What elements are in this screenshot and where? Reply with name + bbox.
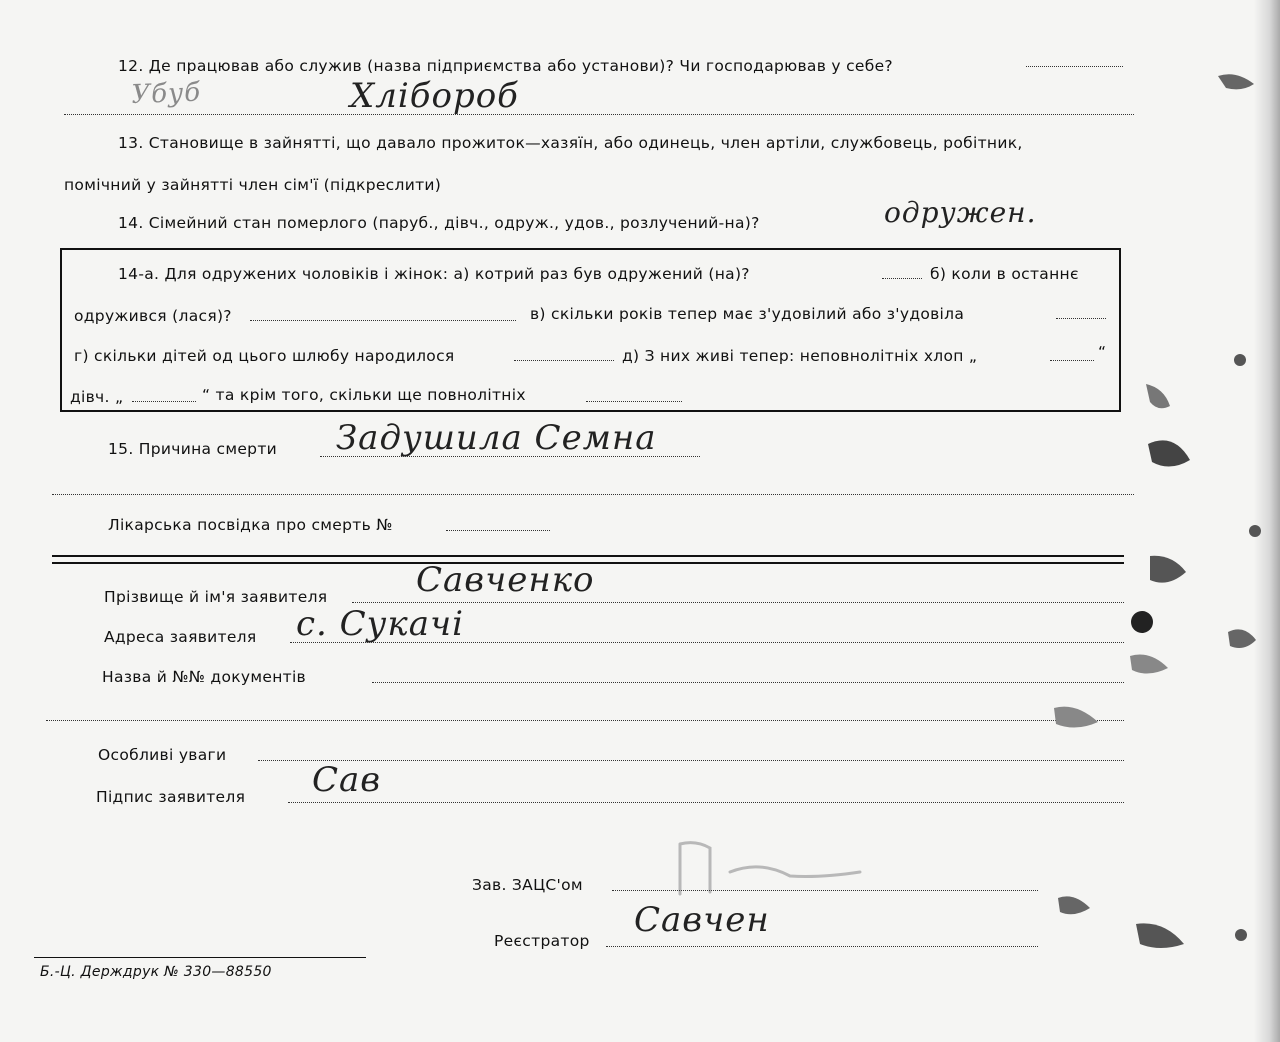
binding-damage-mark	[1240, 516, 1270, 546]
q15-answer-handwriting: Задушила Семна	[336, 418, 657, 458]
applicant-signature-handwriting: Сав	[312, 760, 382, 800]
binding-damage-mark	[1226, 920, 1256, 950]
q15-extra-line	[52, 494, 1134, 495]
q13-label-line2: помічний у зайнятті член сім'ї (підкреслити)	[64, 176, 442, 194]
q12-answer-handwriting: Хлібороб	[350, 76, 519, 116]
binding-damage-mark	[1214, 66, 1260, 96]
applicant-address-handwriting: с. Сукачі	[296, 604, 464, 644]
q12-dotted-line	[1026, 66, 1123, 67]
q14-label: 14. Сімейний стан померлого (паруб., дівч., одруж., удов., розлучений-на)?	[118, 214, 760, 232]
q14a-line4-b: “ та крім того, скільки ще повнолітніх	[202, 386, 526, 404]
q14a-line3-b: д) З них живі тепер: неповнолітніх хлоп „	[622, 347, 978, 365]
binding-damage-mark	[1130, 916, 1190, 956]
q13-label-line1: 13. Становище в зайнятті, що давало прожиток—хазяїн, або одинець, член артіли, службовець, робітник,	[118, 134, 1023, 152]
q14a-line2-dots-1	[250, 320, 516, 321]
q14a-line4-dots-1	[132, 401, 196, 402]
medical-certificate-label: Лікарська посвідка про смерть №	[108, 516, 393, 534]
printer-imprint: Б.-Ц. Держдрук № 330—88550	[40, 964, 272, 980]
q12-label: 12. Де працював або служив (назва підприємства або установи)? Чи господарював у себе?	[118, 57, 893, 75]
applicant-address-line	[290, 642, 1124, 643]
q14a-line3-c: “	[1098, 343, 1107, 361]
binding-damage-mark	[1140, 550, 1200, 596]
medical-certificate-line	[446, 530, 550, 531]
signature-label: Підпис заявителя	[96, 788, 246, 806]
binding-damage-mark	[1222, 620, 1262, 660]
registrar-signature-handwriting: Савчен	[634, 900, 770, 940]
applicant-name-handwriting: Савченко	[416, 560, 595, 600]
q15-label: 15. Причина смерти	[108, 440, 278, 458]
binding-damage-mark	[1140, 430, 1200, 480]
q14a-line4-dots-2	[586, 401, 682, 402]
notes-line	[258, 760, 1124, 761]
q14a-line2-a: одружився (лася)?	[74, 307, 232, 325]
documents-label: Назва й №№ документів	[102, 668, 306, 686]
q14-answer-handwriting: одружен.	[884, 196, 1037, 229]
binding-damage-mark	[1124, 648, 1174, 684]
footer-rule	[34, 957, 366, 958]
documents-line	[372, 682, 1124, 683]
registrar-label: Реєстратор	[494, 932, 590, 950]
q12-answer-line	[64, 114, 1134, 115]
binding-damage-mark	[1052, 890, 1096, 924]
signature-line	[288, 802, 1124, 803]
applicant-name-line	[352, 602, 1124, 603]
registrar-line	[606, 946, 1038, 947]
head-of-registry-line	[612, 890, 1038, 891]
binding-damage-mark	[1140, 378, 1184, 422]
applicant-name-label: Прізвище й ім'я заявителя	[104, 588, 328, 606]
q14a-line1-a: 14-а. Для одружених чоловіків і жінок: а) котрий раз був одружений (на)?	[118, 265, 750, 283]
notes-label: Особливі уваги	[98, 746, 227, 764]
binding-damage-mark	[1226, 346, 1256, 376]
binding-damage-mark	[1048, 700, 1104, 736]
q14a-line1-b: б) коли в останнє	[930, 265, 1079, 283]
q12-margin-handwriting: Убуб	[130, 77, 202, 110]
q14a-line3-a: г) скільки дітей од цього шлюбу народилося	[74, 347, 455, 365]
section-divider-top	[52, 555, 1124, 557]
applicant-address-label: Адреса заявителя	[104, 628, 257, 646]
head-of-registry-label: Зав. ЗАЦС'ом	[472, 876, 583, 894]
q14a-line2-dots-2	[1056, 318, 1106, 319]
binding-damage-mark	[1124, 604, 1160, 640]
q14a-line2-b: в) скільки років тепер має з'удовілий або з'удовіла	[530, 305, 965, 323]
q14a-line3-dots-2	[1050, 360, 1094, 361]
q14a-line4-a: дівч. „	[70, 388, 124, 406]
q15-answer-line	[320, 456, 700, 457]
q14a-line3-dots-1	[514, 360, 614, 361]
documents-extra-line	[46, 720, 1124, 721]
q14a-line1-dots	[882, 278, 922, 279]
